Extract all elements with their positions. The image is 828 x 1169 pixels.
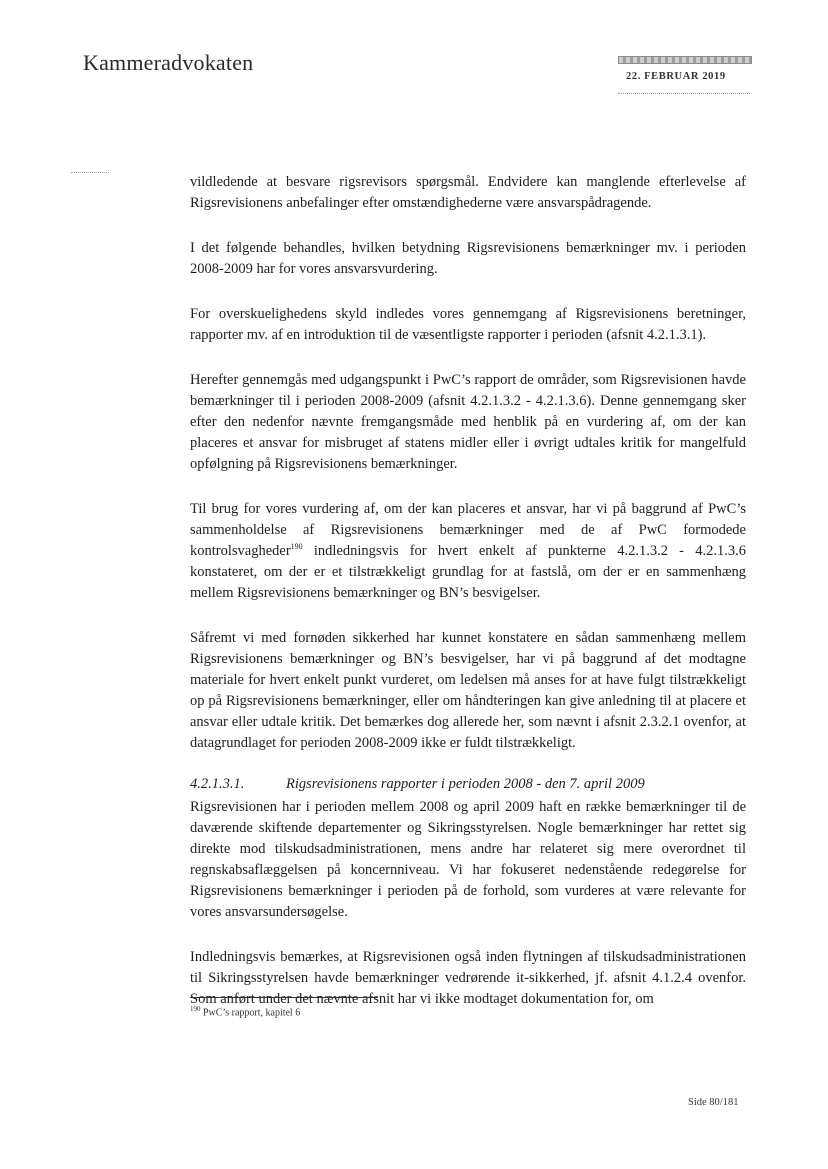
paragraph-5-text-before: Til brug for vores vurdering af, om der kan placeres et ansvar, har vi på baggrund af PwC’s sammenholdelse af Rigsrevisionens bemærkninger med de af PwC formodede kontrolsvagheder	[190, 501, 746, 559]
date-underline	[618, 93, 750, 94]
document-date: 22. FEBRUAR 2019	[626, 71, 726, 82]
paragraph-5	[190, 499, 746, 604]
organization-name: Kammeradvokaten	[83, 50, 254, 75]
paragraph-2: I det følgende behandles, hvilken betydning Rigsrevisionens bemærkninger mv. i perioden 2008-2009 har for vores ansvarsvurdering.	[190, 240, 746, 277]
section-number: 4.2.1.3.1.	[190, 776, 245, 792]
page-number: Side 80/181	[688, 1097, 739, 1108]
section-title: Rigsrevisionens rapporter i perioden 2008 - den 7. april 2009	[286, 776, 645, 792]
paragraph-4: Herefter gennemgås med udgangspunkt i PwC’s rapport de områder, som Rigsrevisionen havde bemærkninger til i perioden 2008-2009 (afsnit 4.2.1.3.2 - 4.2.1.3.6). Denne gennemgang sker efter den nedenfor nævnte fremgangsmåde med henblik på en vurdering af, om der kan placeres et ansvar for misbruget af statens midler eller i øvrigt udtales kritik for mangelfuld opfølgning på Rigsrevisionens bemærkninger.	[190, 372, 746, 472]
paragraph-7: Rigsrevisionen har i perioden mellem 2008 og april 2009 haft en række bemærkninger til de daværende skiftende departementer og Sikringsstyrelsen. Nogle bemærkninger har rettet sig direkte mod tilskudsadministrationen, mens andre har relateret sig mere overordnet til regnskabsaflæggelsen på koncernniveau. Vi har fokuseret nedenstående redegørelse for Rigsrevisionens bemærkninger i perioden på de forhold, som vurderes at være relevante for vores ansvarsundersøgelse.	[190, 799, 746, 920]
paragraph-3: For overskuelighedens skyld indledes vores gennemgang af Rigsrevisionens beretninger, rapporter mv. af en introduktion til de væsentligste rapporter i perioden (afsnit 4.2.1.3.1).	[190, 306, 746, 343]
footnote-reference: 190	[290, 542, 303, 552]
paragraph-1: vildledende at besvare rigsrevisors spørgsmål. Endvidere kan manglende efterlevelse af Rigsrevisionens anbefalinger efter omstændighederne være ansvarspådragende.	[190, 174, 746, 211]
footnote-text: PwC’s rapport, kapitel 6	[200, 1007, 301, 1019]
footnote	[190, 1005, 300, 1018]
margin-mark	[71, 172, 109, 173]
paragraph-8: Indledningsvis bemærkes, at Rigsrevisionen også inden flytningen af tilskudsadministrationen til Sikringsstyrelsen havde bemærkninger vedrørende it-sikkerhed, jf. afsnit 4.1.2.4 ovenfor. Som anført under det nævnte afsnit har vi ikke modtaget dokumentation for, om	[190, 949, 746, 1007]
footnote-number: 190	[190, 1005, 201, 1013]
stamp-bar	[618, 56, 752, 64]
paragraph-6: Såfremt vi med fornøden sikkerhed har kunnet konstatere en sådan sammenhæng mellem Rigsrevisionens bemærkninger og BN’s besvigelser, har vi på baggrund af det modtagne materiale for hvert enkelt punkt vurderet, om ledelsen må anses for at have fulgt tilstrækkeligt op på Rigsrevisionens bemærkninger, eller om håndteringen kan give anledning til at placere et ansvar eller udtale kritik. Det bemærkes dog allerede her, som nævnt i afsnit 2.3.2.1 ovenfor, at datagrundlaget for perioden 2008-2009 ikke er fuldt tilstrækkeligt.	[190, 630, 746, 751]
section-heading	[190, 774, 746, 795]
body-text	[190, 172, 746, 1034]
footnote-divider	[190, 997, 378, 998]
paragraph-5-text-after: indledningsvis for hvert enkelt af punkterne 4.2.1.3.2 - 4.2.1.3.6 konstateret, om der er et tilstrækkeligt grundlag for at fastslå, om der er en sammenhæng mellem Rigsrevisionens bemærkninger og BN’s besvigelser.	[190, 543, 746, 601]
